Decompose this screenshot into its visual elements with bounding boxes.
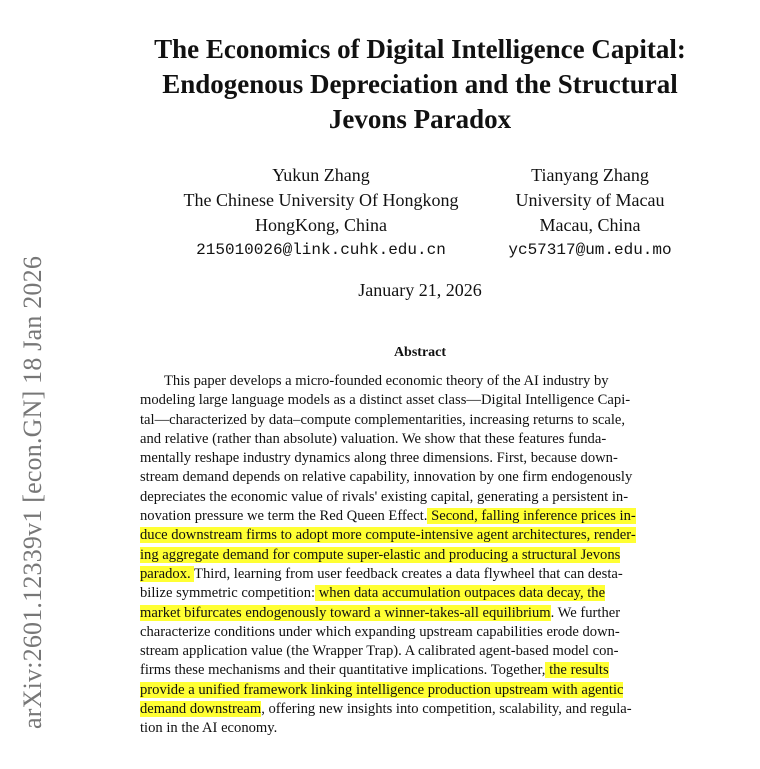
abstract-line: This paper develops a micro-founded economic theory of the AI industry by	[164, 373, 609, 389]
author-email[interactable]: 215010026@link.cuhk.edu.cn	[196, 241, 446, 259]
highlighted-text: the results	[545, 662, 609, 679]
abstract-line: and relative (rather than absolute) valuation. We show that these features funda-	[140, 430, 607, 447]
author-name: Tianyang Zhang	[531, 165, 649, 185]
author-name: Yukun Zhang	[272, 165, 370, 185]
title-line: Endogenous Depreciation and the Structural	[162, 69, 678, 99]
abstract-line: modeling large language models as a distinct asset class—Digital Intelligence Capi-	[140, 392, 631, 409]
title-line: Jevons Paradox	[328, 104, 512, 134]
author-location: HongKong, China	[255, 215, 387, 235]
author-email[interactable]: yc57317@um.edu.mo	[508, 241, 672, 259]
abstract-line: tal—characterized by data–compute complementarities, increasing returns to scale,	[140, 411, 626, 428]
author-affiliation: The Chinese University Of Hongkong	[183, 190, 459, 210]
abstract-line	[140, 546, 702, 565]
paper-title	[100, 32, 740, 137]
abstract-line: bilize symmetric competition: when data accumulation outpaces data decay, the	[140, 585, 606, 602]
author-block	[162, 163, 480, 263]
highlighted-text: demand downstream	[140, 701, 262, 718]
abstract-heading: Abstract	[393, 345, 447, 360]
highlighted-text: ing aggregate demand for compute super-elastic and producing a structural Jevons	[140, 546, 621, 563]
abstract-line: depreciates the economic value of rivals' existing capital, generating a persistent in-	[140, 488, 629, 505]
abstract-line: tion in the AI economy.	[140, 720, 278, 737]
highlighted-text: duce downstream firms to adopt more compute-intensive agent architectures, render-	[140, 527, 636, 544]
abstract-line: firms these mechanisms and their quantitative implications. Together, the results	[140, 662, 609, 679]
highlighted-text: Second, falling inference prices in-	[427, 508, 636, 525]
author-block	[500, 163, 680, 263]
paper-date: January 21, 2026	[358, 280, 482, 300]
abstract-line: demand downstream, offering new insights into competition, scalability, and regula-	[140, 701, 632, 718]
author-location: Macau, China	[539, 215, 641, 235]
arxiv-identifier: arXiv:2601.12339v1 [econ.GN] 18 Jan 2026	[18, 255, 47, 729]
abstract-line: paradox. Third, learning from user feedback creates a data flywheel that can desta-	[140, 565, 623, 582]
highlighted-text: provide a unified framework linking intelligence production upstream with agentic	[140, 681, 624, 698]
title-line: The Economics of Digital Intelligence Capital:	[154, 34, 686, 64]
abstract-line: mentally reshape industry dynamics along three dimensions. First, because down-	[140, 450, 618, 467]
abstract-line: stream application value (the Wrapper Trap). A calibrated agent-based model con-	[140, 643, 619, 660]
abstract-line	[140, 681, 702, 700]
highlighted-text: paradox.	[140, 565, 195, 582]
abstract-body	[140, 372, 702, 739]
abstract-line: novation pressure we term the Red Queen Effect. Second, falling inference prices in-	[140, 508, 636, 525]
author-affiliation: University of Macau	[515, 190, 665, 210]
abstract-line: stream demand depends on relative capability, innovation by one firm endogenously	[140, 469, 633, 486]
abstract-line: market bifurcates endogenously toward a winner-takes-all equilibrium. We further	[140, 604, 621, 621]
abstract-line	[140, 526, 702, 545]
highlighted-text: when data accumulation outpaces data decay, the	[315, 585, 606, 602]
highlighted-text: market bifurcates endogenously toward a winner-takes-all equilibrium	[140, 604, 551, 621]
abstract-line: characterize conditions under which expanding upstream capabilities erode down-	[140, 623, 620, 640]
